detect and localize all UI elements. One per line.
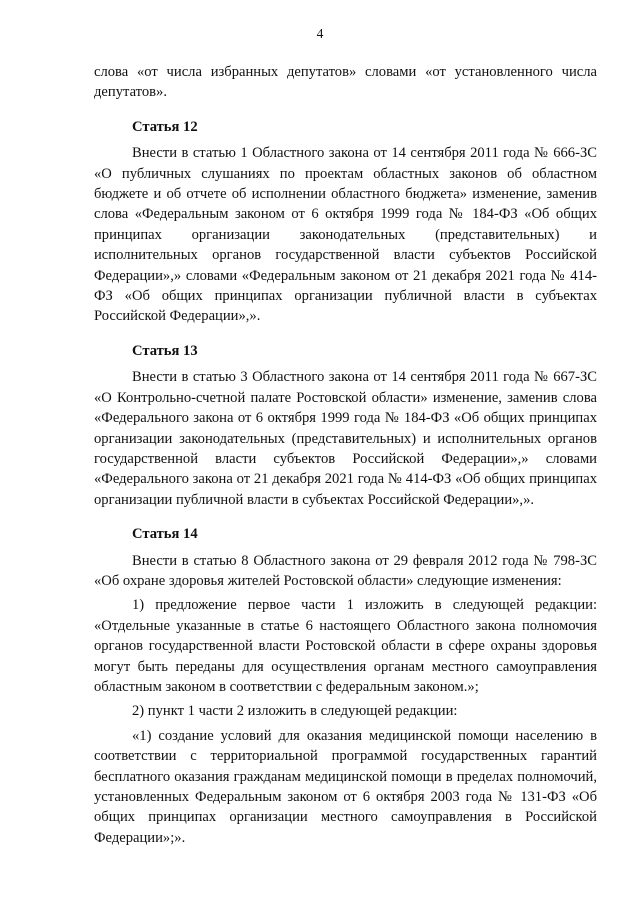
article-14-item-1: 1) предложение первое части 1 изложить в следующей редакции: «Отдельные указанные в статье 6 настоящего Областного закона полномочия органов государственной власти Ростовской области в сфере охраны здоровья могут быть переданы для осуществления органам местного самоуправления областным законом в соответствии с федеральным законом.»; <box>94 597 597 695</box>
intro-paragraph: слова «от числа избранных депутатов» словами «от установленного числа депутатов». <box>94 64 597 101</box>
article-12-heading: Статья 12 <box>132 118 198 135</box>
document-body <box>94 62 597 848</box>
article-14-item-2-text: «1) создание условий для оказания медицинской помощи населению в соответствии с территориальной программой государственных гарантий бесплатного оказания гражданам медицинской помощи в пределах полномочий, установленных Федеральным законом от 6 октября 2003 года № 131-ФЗ «Об общих принципах организации местного самоуправления в Российской Федерации»;». <box>94 727 597 846</box>
article-13-text: Внести в статью 3 Областного закона от 14 сентября 2011 года № 667-ЗС «О Контрольно-счетной палате Ростовской области» изменение, заменив слова «Федерального закона от 6 октября 1999 года № 184-ФЗ «Об общих принципах организации законодательных (представительных) и исполнительных органов государственной власти субъектов Российской Федерации»,» словами «Федерального закона от 21 декабря 2021 года № 414-ФЗ «Об общих принципах организации публичной власти в субъектах Российской Федерации»,». <box>94 369 597 508</box>
article-14-item-2: 2) пункт 1 части 2 изложить в следующей редакции: <box>132 703 458 720</box>
article-14-heading: Статья 14 <box>132 526 198 543</box>
page-number: 4 <box>316 26 324 41</box>
article-13-heading: Статья 13 <box>132 342 198 359</box>
article-12-text: Внести в статью 1 Областного закона от 14 сентября 2011 года № 666-ЗС «О публичных слушаниях по проектам областных законов об областном бюджете и об отчете об исполнении областного бюджета» изменение, заменив слова «Федеральным законом от 6 октября 1999 года № 184-ФЗ «Об общих принципах организации законодательных (представительных) и исполнительных органов государственной власти субъектов Российской Федерации»,» словами «Федеральным законом от 21 декабря 2021 года № 414-ФЗ «Об общих принципах организации публичной власти в субъектах Российской Федерации»,». <box>94 145 597 325</box>
article-14-text: Внести в статью 8 Областного закона от 29 февраля 2012 года № 798-ЗС «Об охране здоровья жителей Ростовской области» следующие изменения: <box>94 552 597 589</box>
